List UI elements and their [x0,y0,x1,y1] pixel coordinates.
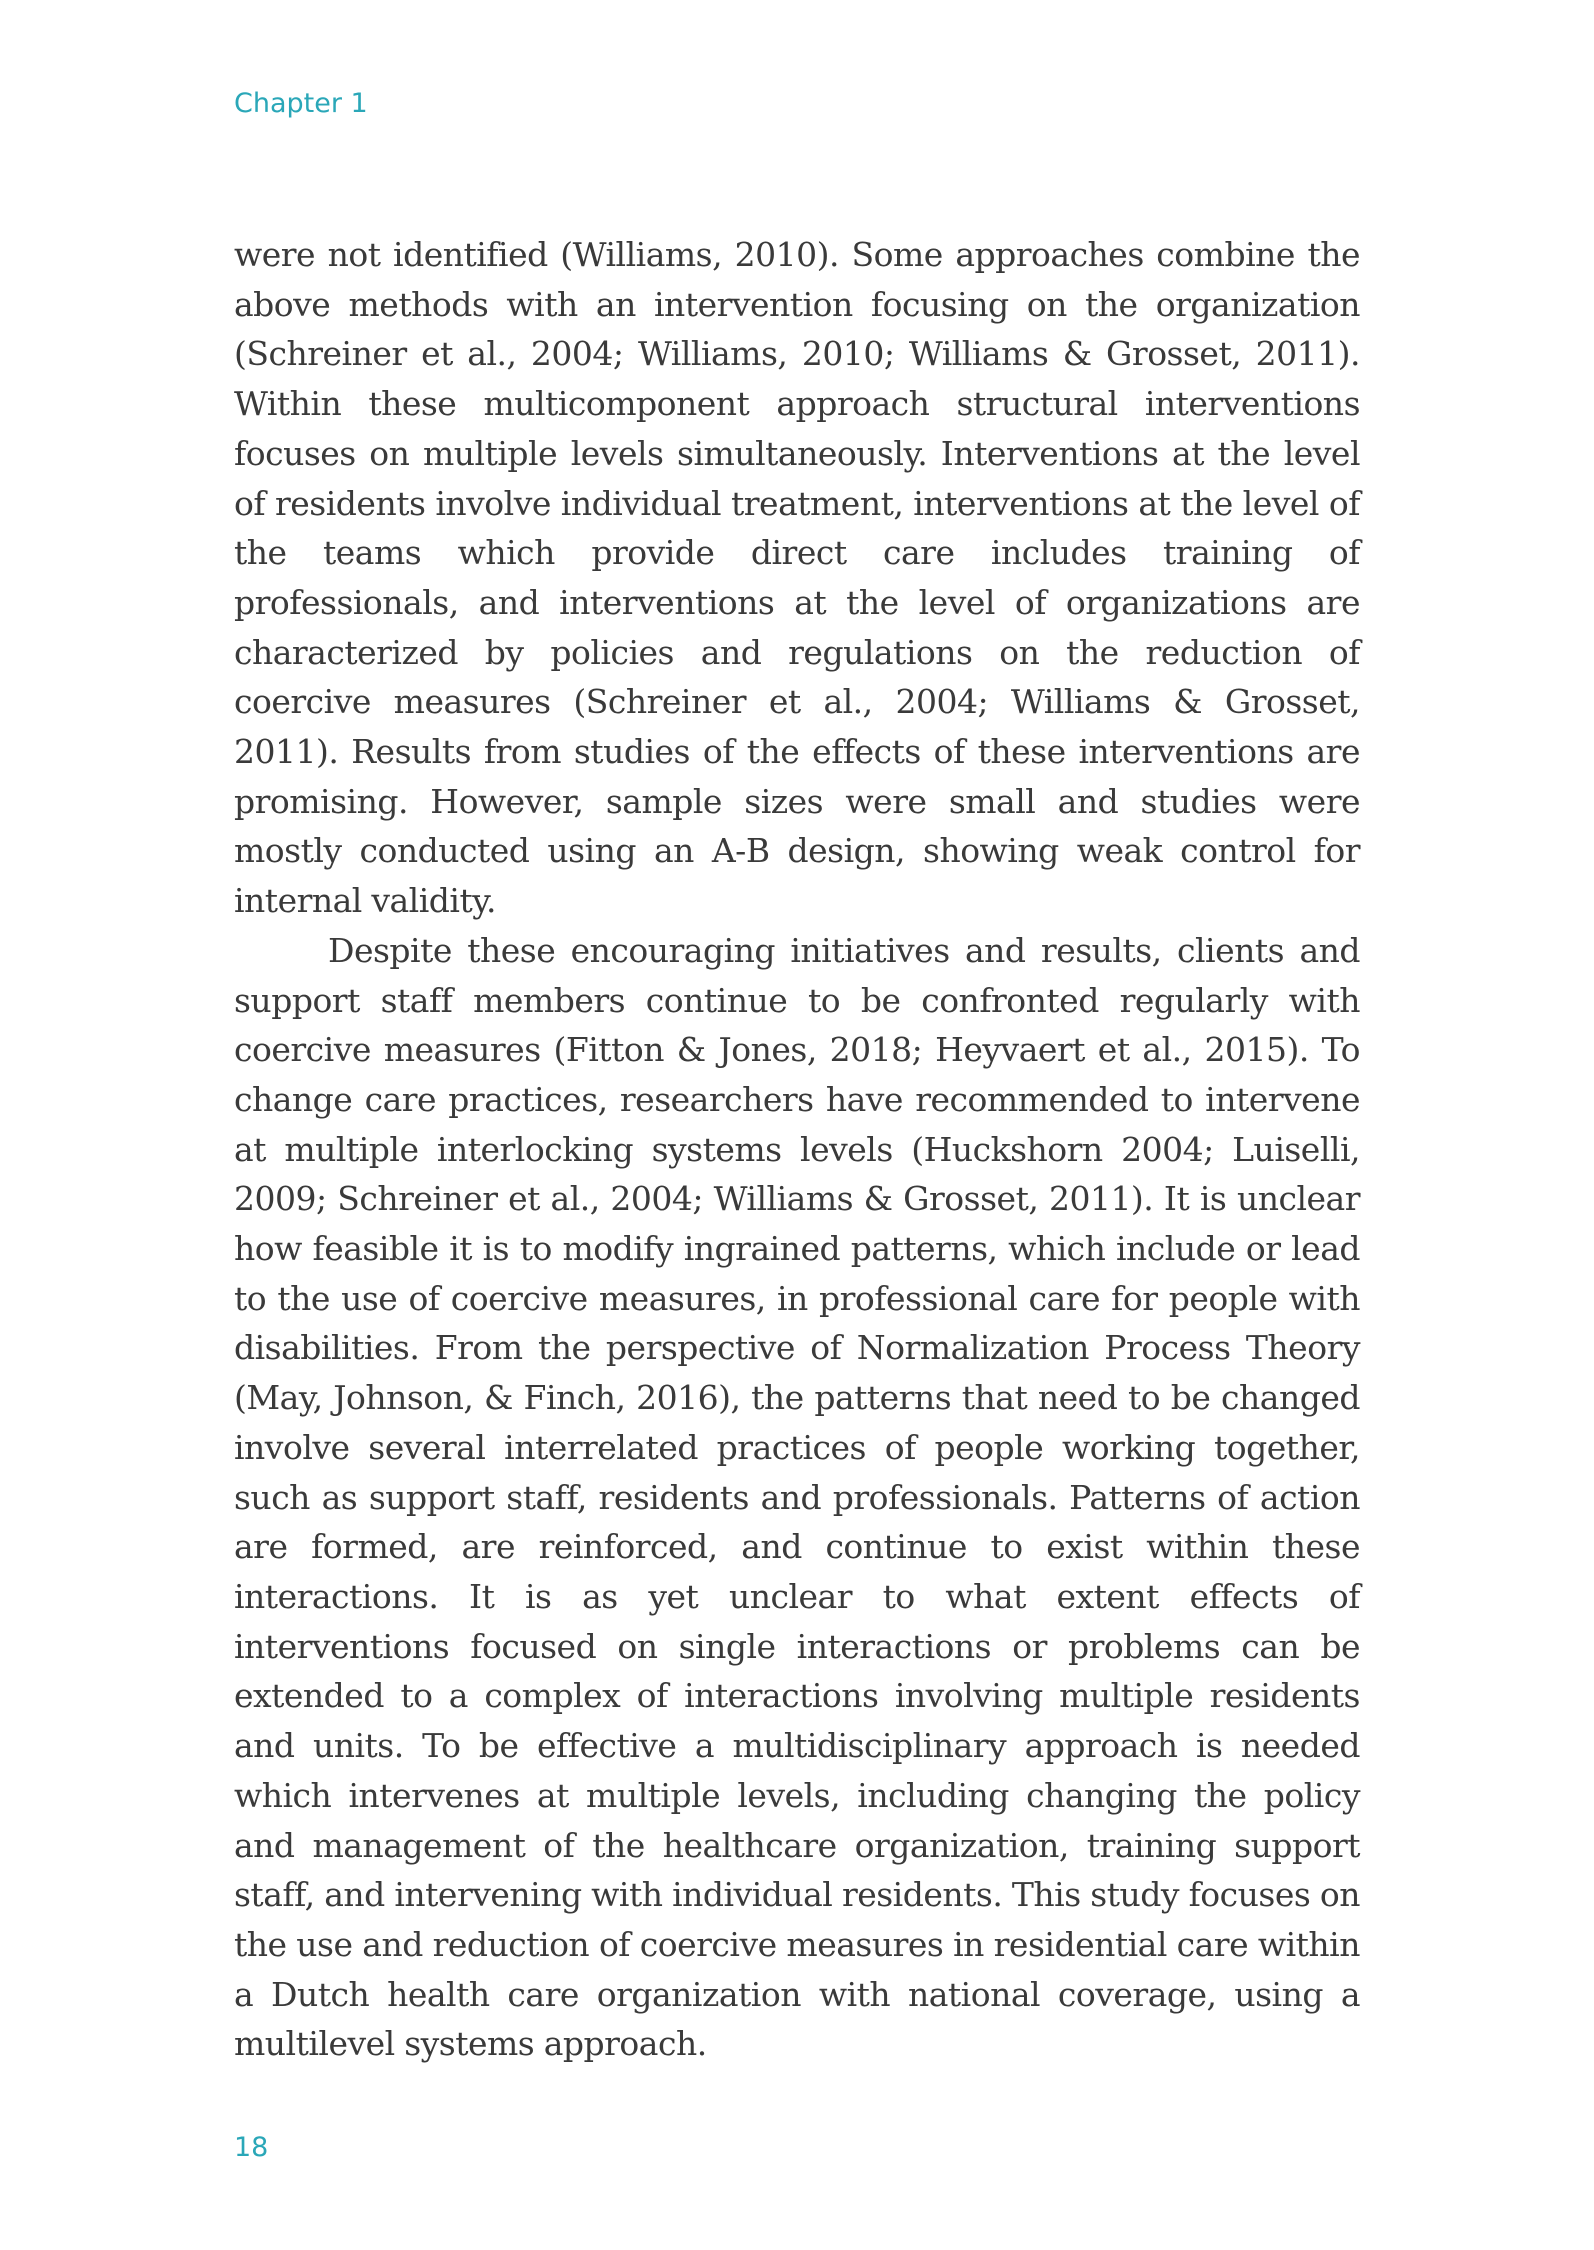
paragraph: were not identified (Williams, 2010). Some approaches combine the above methods with an intervention focusing on the organization (Schreiner et al., 2004; Williams, 2010; Williams & Grosset, 2011). Within these multicomponent approach structural interventions focuses on multiple levels simultaneously. Interventions at the level of residents involve individual treatment, interventions at the level of the teams which provide direct care includes training of professionals, and interventions at the level of organizations are characterized by policies and regulations on the reduction of coercive measures (Schreiner et al., 2004; Williams & Grosset, 2011). Results from studies of the effects of these interventions are promising. However, sample sizes were small and studies were mostly conducted using an A-B design, showing weak control for internal validity. [234,235,1360,921]
body-text [234,230,1360,2069]
page-number: 18 [234,2132,269,2163]
paragraph: Despite these encouraging initiatives and results, clients and support staff members continue to be confronted regularly with coercive measures (Fitton & Jones, 2018; Heyvaert et al., 2015). To change care practices, researchers have recommended to intervene at multiple interlocking systems levels (Huckshorn 2004; Luiselli, 2009; Schreiner et al., 2004; Williams & Grosset, 2011). It is unclear how feasible it is to modify ingrained patterns, which include or lead to the use of coercive measures, in professional care for people with disabilities. From the perspective of Normalization Process Theory (May, Johnson, & Finch, 2016), the patterns that need to be changed involve several interrelated practices of people working together, such as support staff, residents and professionals. Patterns of action are formed, are reinforced, and continue to exist within these interactions. It is as yet unclear to what extent effects of interventions focused on single interactions or problems can be extended to a complex of interactions involving multiple residents and units. To be effective a multidisciplinary approach is needed which intervenes at multiple levels, including changing the policy and management of the healthcare organization, training support staff, and intervening with individual residents. This study focuses on the use and reduction of coercive measures in residential care within a Dutch health care organization with national coverage, using a multilevel systems approach. [234,930,1360,2064]
chapter-label: Chapter 1 [234,88,368,119]
